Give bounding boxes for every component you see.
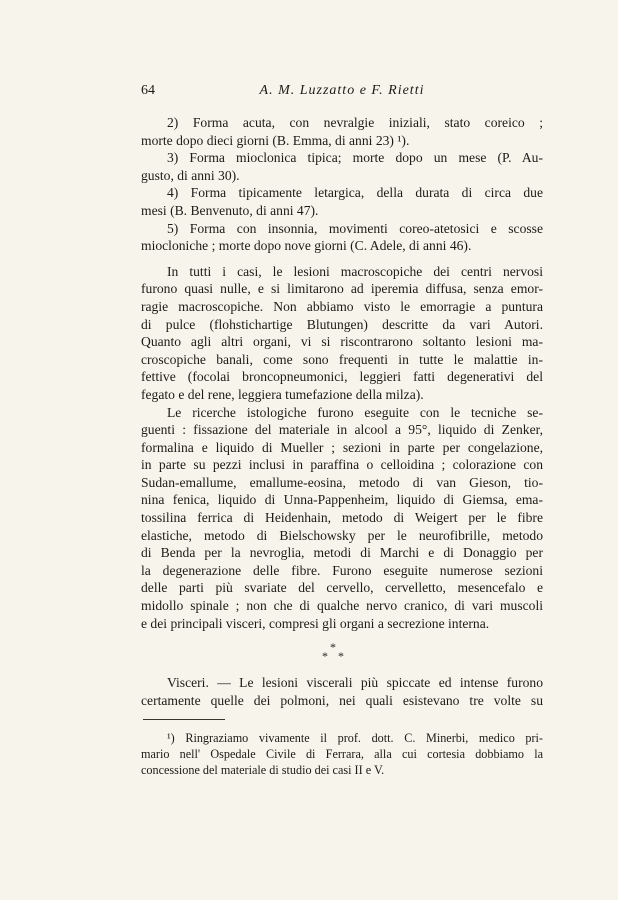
footnote bbox=[141, 730, 543, 778]
page-header bbox=[141, 82, 543, 100]
p2-line: tossilina ferrica di Heidenhain, metodo di Weigert per le fibre bbox=[141, 510, 543, 526]
p2-line: elastiche, metodo di Bielschowsky per le neurofibrille, metodo bbox=[141, 527, 543, 543]
footnote-line: ¹) Ringraziamo vivamente il prof. dott. C. Minerbi, medico pri- bbox=[167, 731, 543, 745]
paragraph-visceri bbox=[141, 674, 543, 709]
case-3-line-2: gusto, di anni 30). bbox=[141, 167, 240, 183]
section-separator bbox=[320, 641, 350, 665]
p1-line: fegato e del rene, leggiera tumefazione della milza). bbox=[141, 386, 424, 402]
p1-line: Quanto agli altri organi, vi si riscontrarono soltanto lesioni ma- bbox=[141, 334, 543, 350]
footnote-rule bbox=[143, 719, 225, 720]
case-3-line-1: 3) Forma mioclonica tipica; morte dopo un mese (P. Au- bbox=[167, 150, 543, 166]
p2-line: Sudan-emallume, emallume-eosina, metodo di van Gieson, tio- bbox=[141, 474, 543, 490]
p2-line: in parte su pezzi inclusi in paraffina o celloidina ; colorazione con bbox=[141, 457, 543, 473]
case-4-line-2: mesi (B. Benvenuto, di anni 47). bbox=[141, 202, 319, 218]
visceri-line: certamente quelle dei polmoni, nei quali esistevano tre volte su bbox=[141, 692, 543, 708]
p2-line: e dei principali visceri, compresi gli organi a secrezione interna. bbox=[141, 615, 490, 631]
p1-line: In tutti i casi, le lesioni macroscopiche dei centri nervosi bbox=[167, 263, 543, 279]
case-list bbox=[141, 114, 543, 255]
paragraph-histology bbox=[141, 404, 543, 633]
running-title: A. M. Luzzatto e F. Rietti bbox=[259, 83, 425, 98]
p2-line: delle parti più svariate del cervello, cervelletto, mesencefalo e bbox=[141, 580, 543, 596]
p1-line: furono quasi nulle, e si limitarono ad iperemia diffusa, senza emor- bbox=[141, 281, 543, 297]
p2-line: guenti : fissazione del materiale in alcool a 95°, liquido di Zenker, bbox=[141, 422, 543, 438]
p1-line: croscopiche banali, come sono frequenti in tutte le malattie in- bbox=[141, 351, 543, 367]
case-5-line-1: 5) Forma con insonnia, movimenti coreo-atetosici e scosse bbox=[167, 220, 543, 236]
visceri-line: Visceri. — Le lesioni viscerali più spiccate ed intense furono bbox=[167, 675, 543, 690]
separator-star: * bbox=[322, 649, 328, 663]
p2-line: la degenerazione delle fibre. Furono eseguite numerose sezioni bbox=[141, 562, 543, 578]
case-2-line-2: morte dopo dieci giorni (B. Emma, di anni 23) ¹). bbox=[141, 132, 410, 148]
separator-star: * bbox=[330, 640, 336, 654]
p2-line: Le ricerche istologiche furono eseguite con le tecniche se- bbox=[167, 404, 543, 420]
case-5-line-2: miocloniche ; morte dopo nove giorni (C. Adele, di anni 46). bbox=[141, 238, 472, 254]
p2-line: formalina e liquido di Mueller ; sezioni in parte per congelazione, bbox=[141, 439, 543, 455]
case-2-line-1: 2) Forma acuta, con nevralgie iniziali, stato coreico ; bbox=[167, 115, 543, 130]
p2-line: nina fenica, liquido di Unna-Pappenheim, liquido di Giemsa, ema- bbox=[141, 492, 543, 508]
main-text bbox=[141, 114, 543, 632]
p2-line: midollo spinale ; non che di qualche nervo cranico, di vari muscoli bbox=[141, 598, 543, 614]
p1-line: ragie macroscopiche. Non abbiamo visto le emorragie a puntura bbox=[141, 298, 543, 314]
p1-line: fettive (focolai broncopneumonici, leggieri fatti degenerativi del bbox=[141, 369, 543, 385]
page-number: 64 bbox=[141, 83, 155, 98]
footnote-line: concessione del materiale di studio dei casi II e V. bbox=[141, 763, 385, 777]
case-4-line-1: 4) Forma tipicamente letargica, della durata di circa due bbox=[167, 185, 543, 201]
p2-line: di Benda per la nevroglia, metodi di Marchi e di Donaggio per bbox=[141, 545, 543, 561]
footnote-line: mario nell' Ospedale Civile di Ferrara, alla cui cortesia dobbiamo la bbox=[141, 747, 543, 761]
paragraph-macroscopic bbox=[141, 263, 543, 404]
p1-line: di pulce (flohstichartige Blutungen) descritte da vari Autori. bbox=[141, 316, 543, 332]
separator-star: * bbox=[338, 649, 344, 663]
